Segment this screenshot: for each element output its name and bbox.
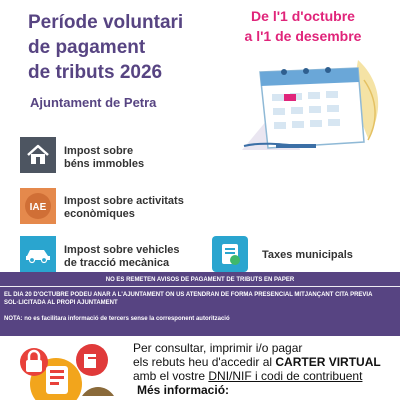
title-line: de pagament (28, 37, 146, 58)
title-line: de tributs 2026 (28, 62, 163, 83)
info-text: amb el vostre (133, 369, 209, 383)
carter-virtual-label: CARTER VIRTUAL (275, 355, 381, 369)
tax-label-line: Impost sobre vehicles (64, 244, 180, 256)
municipal-tax-icon (216, 240, 244, 268)
title-line: Període voluntari (28, 12, 184, 33)
info-line: Per consultar, imprimir i/o pagar (133, 341, 303, 355)
tax-label-municipal: Taxes municipals (262, 249, 353, 261)
car-icon (24, 244, 52, 264)
dni-link[interactable]: DNI/NIF i codi de contribuent (208, 369, 363, 383)
calendar-illustration (240, 50, 390, 160)
info-line (133, 369, 381, 383)
info-line (133, 355, 381, 369)
tax-label-ibi (64, 145, 144, 171)
online-payment-illustration (10, 340, 122, 400)
date-line: De l'1 d'octubre (251, 8, 355, 24)
iae-icon-text: IAE (29, 202, 47, 213)
iae-icon (23, 191, 53, 221)
tax-label-line: Impost sobre (64, 145, 134, 157)
iae-tile (20, 188, 56, 224)
car-tile (20, 236, 56, 272)
tax-label-line: econòmiques (64, 208, 135, 220)
tax-label-iae (64, 195, 184, 221)
notice-banner (0, 272, 400, 336)
tax-label-line: de tracció mecànica (64, 257, 170, 269)
tax-label-ivtm (64, 244, 180, 270)
notice-heading: NO ES REMETEN AVISOS DE PAGAMENT DE TRIBUTS EN PAPER (105, 277, 295, 283)
access-info (133, 341, 381, 397)
date-line: a l'1 de desembre (244, 28, 362, 44)
more-info-label: Més informació: (137, 383, 230, 397)
tax-label-line: béns immobles (64, 158, 145, 170)
info-text: els rebuts heu d'accedir al (133, 355, 276, 369)
notice-note: NOTA: no es facilitara informació de tercers sense la corresponent autorització (4, 316, 230, 322)
house-tile (20, 137, 56, 173)
subtitle: Ajuntament de Petra (30, 95, 157, 110)
date-range (222, 6, 384, 46)
tax-label-line: Impost sobre activitats (64, 195, 184, 207)
municipal-tax-tile (212, 236, 248, 272)
notice-divider (0, 286, 400, 287)
notice-body: EL DIA 20 D'OCTUBRE PODEU ANAR A L'AJUNTAMENT ON US ATENDRAN DE FORMA PRESENCIAL MITJANÇANT CITA PREVIA SOL·LICITADA AL PROPI AJUNTAMENT (4, 292, 373, 306)
house-icon (26, 143, 50, 167)
